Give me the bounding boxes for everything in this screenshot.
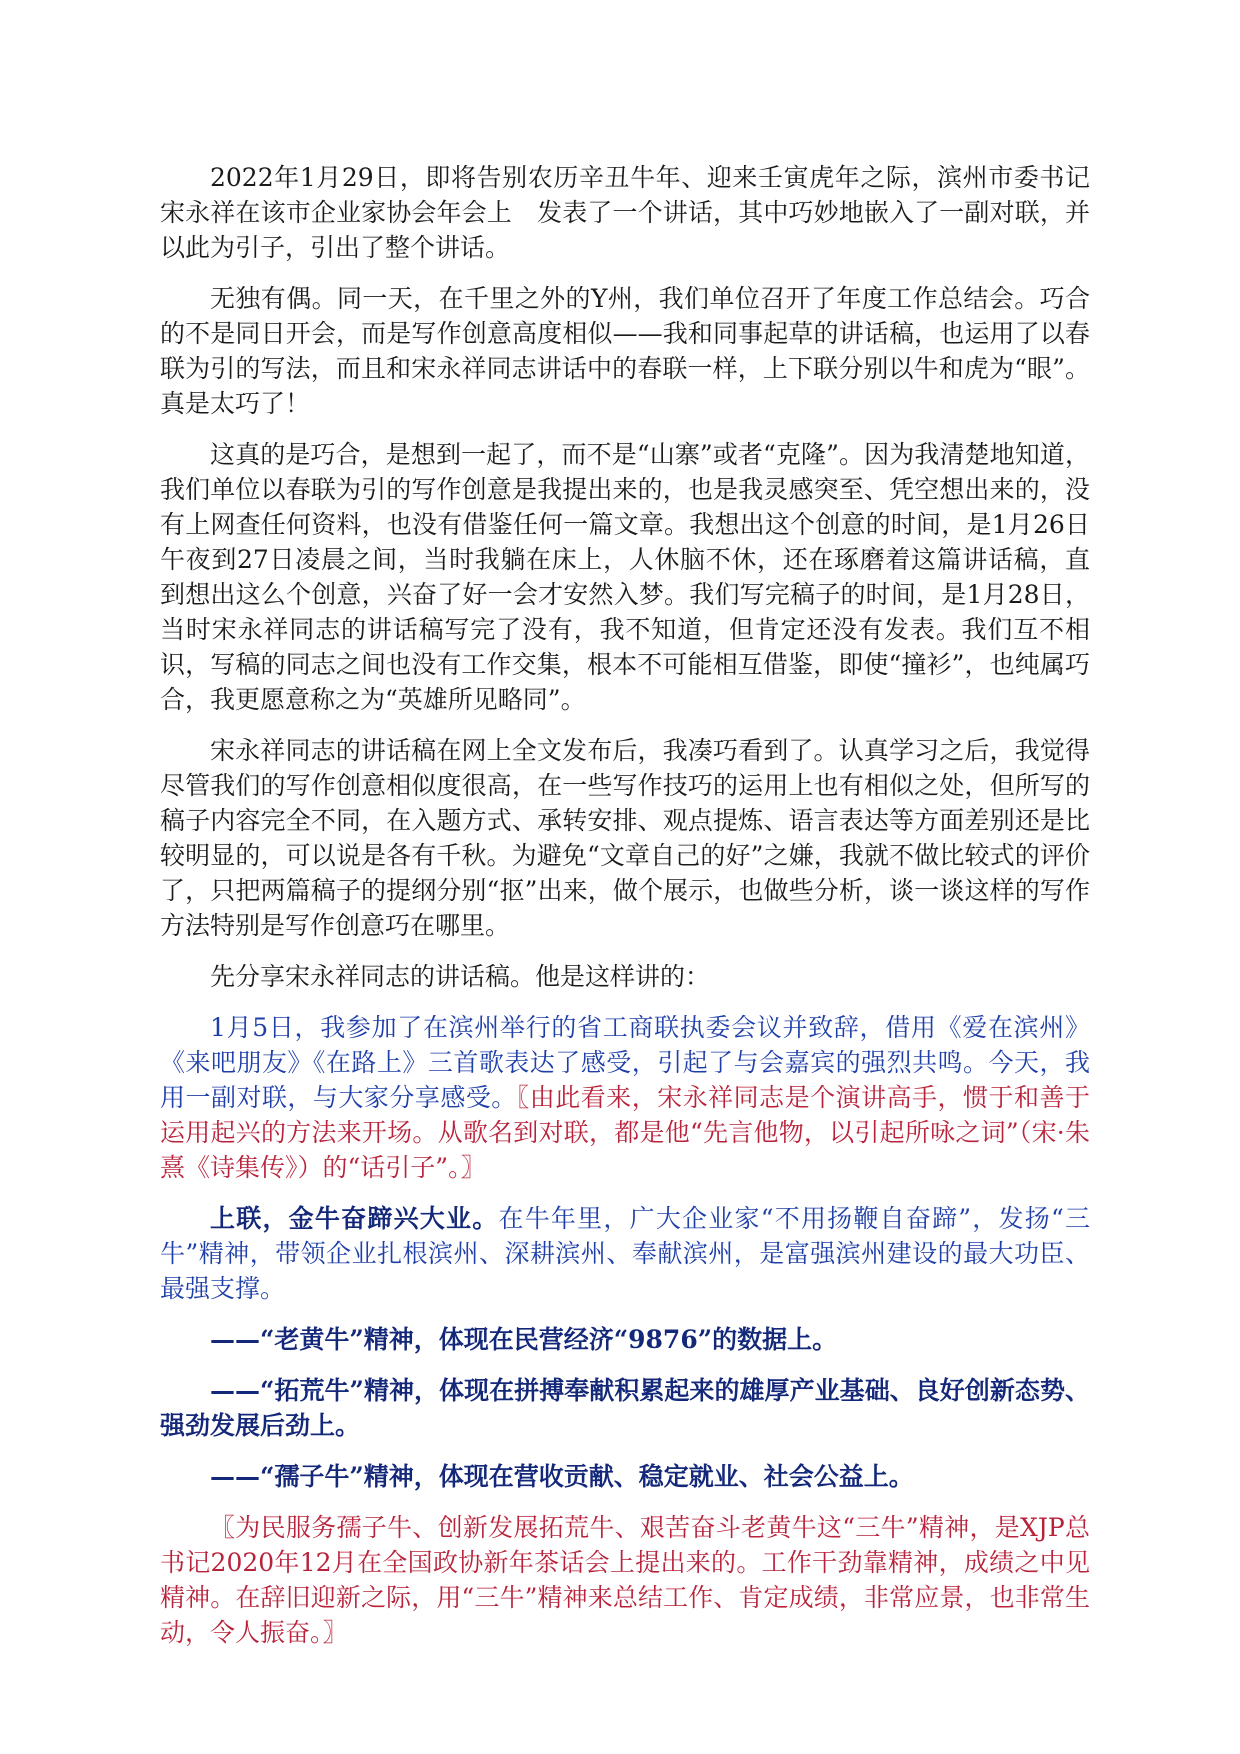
paragraph-share-intro: 先分享宋永祥同志的讲话稿。他是这样讲的： (210, 962, 711, 991)
point-pioneer-ox: ——“拓荒牛”精神，体现在拼搏奉献积累起来的雄厚产业基础、良好创新态势、强劲发展后劲上。 (160, 1376, 1090, 1440)
paragraph-coincidence: 无独有偶。同一天，在千里之外的Y州，我们单位召开了年度工作总结会。巧合的不是同日开会，而是写作创意高度相似——我和同事起草的讲话稿，也运用了以春联为引的写法，而且和宋永祥同志讲话中的春联一样，上下联分别以牛和虎为“眼”。真是太巧了！ (160, 284, 1090, 418)
paragraph-quote-opening (160, 1010, 1090, 1185)
point-servant-ox: ——“孺子牛”精神，体现在营收贡献、稳定就业、社会公益上。 (210, 1462, 914, 1491)
point-old-ox: ——“老黄牛”精神，体现在民营经济“9876”的数据上。 (210, 1325, 838, 1354)
paragraph-commentary-three-oxen: 〖为民服务孺子牛、创新发展拓荒牛、艰苦奋斗老黄牛这“三牛”精神，是XJP总书记2020年12月在全国政协新年茶话会上提出来的。工作干劲靠精神，成绩之中见精神。在辞旧迎新之际，用“三牛”精神来总结工作、肯定成绩，非常应景，也非常生动，令人振奋。〗 (160, 1513, 1090, 1647)
paragraph-intro: 2022年1月29日，即将告别农历辛丑牛年、迎来壬寅虎年之际，滨州市委书记宋永祥在该市企业家协会年会上 发表了一个讲话，其中巧妙地嵌入了一副对联，并以此为引子，引出了整个讲话。 (160, 163, 1090, 262)
paragraph-comparison: 宋永祥同志的讲话稿在网上全文发布后，我凑巧看到了。认真学习之后，我觉得尽管我们的写作创意相似度很高，在一些写作技巧的运用上也有相似之处，但所写的稿子内容完全不同，在入题方式、承转安排、观点提炼、语言表达等方面差别还是比较明显的，可以说是各有千秋。为避免“文章自己的好”之嫌，我就不做比较式的评价了，只把两篇稿子的提纲分别“抠”出来，做个展示，也做些分析，谈一谈这样的写作方法特别是写作创意巧在哪里。 (160, 736, 1090, 940)
document-body (160, 160, 1090, 1666)
couplet-body: 在牛年里，广大企业家“不用扬鞭自奋蹄”，发扬“三牛”精神，带领企业扎根滨州、深耕滨州、奉献滨州，是富强滨州建设的最大功臣、最强支撑。 (160, 1204, 1090, 1303)
commentary-text: 〖由此看来，宋永祥同志是个演讲高手，惯于和善于运用起兴的方法来开场。从歌名到对联，都是他“先言他物，以引起所咏之词”（宋·朱熹《诗集传》）的“话引子”。〗 (160, 1083, 1090, 1182)
paragraph-first-couplet (160, 1201, 1090, 1306)
couplet-heading: 上联，金牛奋蹄兴大业。 (210, 1204, 499, 1233)
quote-text: 1月5日，我参加了在滨州举行的省工商联执委会议并致辞，借用《爱在滨州》《来吧朋友》《在路上》三首歌表达了感受，引起了与会嘉宾的强烈共鸣。今天，我用一副对联，与大家分享感受。 (160, 1013, 1090, 1112)
paragraph-explanation: 这真的是巧合，是想到一起了，而不是“山寨”或者“克隆”。因为我清楚地知道，我们单位以春联为引的写作创意是我提出来的，也是我灵感突至、凭空想出来的，没有上网查任何资料，也没有借鉴任何一篇文章。我想出这个创意的时间，是1月26日午夜到27日凌晨之间，当时我躺在床上，人休脑不休，还在琢磨着这篇讲话稿，直到想出这么个创意，兴奋了好一会才安然入梦。我们写完稿子的时间，是1月28日，当时宋永祥同志的讲话稿写完了没有，我不知道，但肯定还没有发表。我们互不相识，写稿的同志之间也没有工作交集，根本不可能相互借鉴，即使“撞衫”，也纯属巧合，我更愿意称之为“英雄所见略同”。 (160, 440, 1090, 714)
